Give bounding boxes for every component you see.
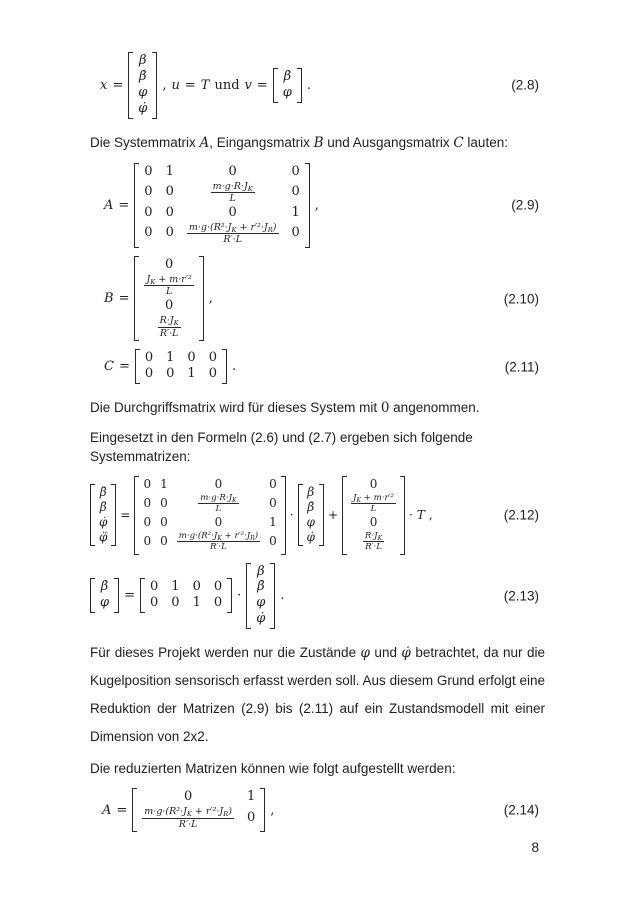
text-segment: und xyxy=(369,645,402,661)
system-matrix-line xyxy=(90,133,545,153)
fraction xyxy=(144,274,193,298)
fraction-denominator: R′·L xyxy=(209,542,227,553)
matrix-cell: 0 xyxy=(165,225,174,241)
output-vector xyxy=(90,578,119,613)
fraction-denominator: R′·L xyxy=(365,542,382,553)
matrix-cell: 0 xyxy=(228,204,237,220)
equation-number: (2.11) xyxy=(504,359,539,375)
matrix-cell: 0 xyxy=(208,366,217,382)
matrix-cell: 0 xyxy=(214,514,223,529)
vector-cell: φ xyxy=(100,595,110,611)
vector-cell: β̇ xyxy=(283,68,292,84)
fraction xyxy=(177,531,260,553)
matrix-cell: 0 xyxy=(144,163,153,179)
bracket-right xyxy=(260,788,265,832)
math-var-T: T xyxy=(200,77,210,93)
bracket-right xyxy=(199,256,204,341)
fraction xyxy=(351,493,396,515)
fraction-denominator: L xyxy=(370,504,377,515)
fraction-denominator: L xyxy=(229,193,236,205)
vector-cell: β̇ xyxy=(257,579,265,595)
matrix-cell: 0 xyxy=(269,477,277,491)
fraction-numerator: $m\cdot g\cdot(R^2\cdot J_K + r'^2\cdot J_R)$ xyxy=(144,806,232,819)
word-und: und xyxy=(214,77,240,93)
vector-cell: β̇ xyxy=(139,68,147,84)
fraction-numerator: $J_K + m\cdot r'^2$ xyxy=(353,492,395,504)
vector-cell: φ̇ xyxy=(256,611,266,627)
fraction-numerator: $m\cdot g\cdot(R^2\cdot J_K + r'^2\cdot J_R)$ xyxy=(188,221,277,234)
math-var-A: A xyxy=(102,802,112,818)
fraction-denominator: L xyxy=(165,286,173,298)
fraction-denominator: R′·L xyxy=(223,234,242,246)
matrix-cell: 0 xyxy=(144,184,153,200)
matrix-cell: 0 xyxy=(144,366,154,382)
state-vector xyxy=(298,484,324,546)
matrix-cell: 0 xyxy=(214,477,223,491)
comma: , xyxy=(270,802,275,818)
equals-sign: = xyxy=(256,77,268,93)
matrix-cell: 0 xyxy=(165,184,174,200)
math-var-B: B xyxy=(313,134,324,151)
fraction-denominator: R′·L xyxy=(178,818,198,830)
vector-cell: φ̇ xyxy=(138,100,148,116)
matrix-cell: 1 xyxy=(246,789,256,805)
matrix-C xyxy=(135,349,227,384)
vector-B xyxy=(342,476,405,555)
equals-sign: = xyxy=(120,508,131,523)
math-var-C: C xyxy=(104,359,114,375)
matrix-cell: 0 xyxy=(228,163,237,179)
matrix-cell: 0 xyxy=(291,184,300,200)
fraction-numerator: $m\cdot g\cdot(R^2\cdot J_K + r'^2\cdot J_R)$ xyxy=(178,530,259,542)
vector-cell: β̇ xyxy=(100,579,109,595)
text-segment: und Ausgangsmatrix xyxy=(323,134,454,150)
text-segment: , Eingangsmatrix xyxy=(209,134,314,150)
equation-number: (2.13) xyxy=(503,588,539,604)
equation-2-8 xyxy=(100,52,545,119)
comma: , xyxy=(314,197,319,213)
bracket-right xyxy=(319,484,324,546)
math-var-v: v xyxy=(244,77,252,93)
period: . xyxy=(280,588,285,604)
eingesetzt-line: Eingesetzt in den Formeln (2.6) und (2.7) ergeben sich folgende Systemmatrizen: xyxy=(90,430,473,464)
state-vector xyxy=(246,563,275,630)
text-segment: Für dieses Projekt werden nur die Zustände xyxy=(90,645,361,661)
bracket-right xyxy=(222,349,227,384)
bracket-right xyxy=(114,578,119,613)
matrix-cell: 0 xyxy=(269,533,277,548)
text-segment: angenommen. xyxy=(389,400,480,415)
multiplication-dot: · xyxy=(237,588,242,604)
matrix-cell: 0 xyxy=(143,533,152,548)
math-var-T: T xyxy=(416,508,425,523)
equation-number: (2.10) xyxy=(503,291,539,307)
equals-sign: = xyxy=(118,197,130,213)
fraction xyxy=(158,315,181,339)
vector-cell: φ xyxy=(256,595,266,611)
comma: , xyxy=(162,77,167,93)
vector-cell: β̇ xyxy=(307,499,315,514)
vector-cell: β xyxy=(307,485,315,500)
vector-cell: 0 xyxy=(164,298,174,314)
matrix-cell: 0 xyxy=(171,595,180,611)
math-var-u: u xyxy=(171,77,180,93)
period: . xyxy=(306,77,312,93)
fraction xyxy=(211,181,255,205)
matrix-cell: 0 xyxy=(187,350,196,366)
matrix-cell: 0 xyxy=(246,809,256,825)
vector-cell: φ̈ xyxy=(99,529,108,544)
bracket-right xyxy=(297,68,302,103)
vector-cell: 0 xyxy=(164,256,174,272)
matrix-cell: 0 xyxy=(291,163,300,179)
equation-2-12 xyxy=(90,476,545,555)
period: . xyxy=(231,359,237,375)
bracket-right xyxy=(111,484,116,546)
vector-cell: φ xyxy=(306,514,315,529)
text-segment: betrachtet, da nur die Kugelposition sensorisch erfasst werden soll. Aus diesem Grund erfolgt eine Reduktion der Matrizen (2.9) bis (2.11) auf ein Zustandsmodell mit einer Dimension von 2x2. xyxy=(90,645,546,745)
vector-cell: β xyxy=(139,53,147,68)
matrix-cell: 0 xyxy=(165,204,174,220)
bracket-right xyxy=(400,476,405,555)
equals-sign: = xyxy=(184,77,196,93)
plus-sign: + xyxy=(327,508,338,523)
equals-sign: = xyxy=(116,802,128,818)
matrix-cell: 1 xyxy=(166,350,175,366)
vector-cell: β̈ xyxy=(99,499,107,514)
math-var-A: A xyxy=(104,197,114,213)
matrix-cell: 0 xyxy=(150,579,159,595)
vector-cell: φ̇ xyxy=(99,514,108,529)
comma: , xyxy=(428,508,433,523)
matrix-cell: 0 xyxy=(143,495,152,510)
matrix-cell: 0 xyxy=(144,204,153,220)
equation-2-13 xyxy=(90,563,545,630)
bracket-right xyxy=(270,563,275,630)
equation-2-14 xyxy=(102,788,545,832)
matrix-C xyxy=(140,578,232,613)
equation-number: (2.12) xyxy=(503,507,539,523)
matrix-cell: 0 xyxy=(160,514,168,529)
fraction xyxy=(142,806,234,830)
matrix-cell: 0 xyxy=(213,579,223,595)
matrix-cell: 1 xyxy=(160,477,168,491)
matrix-A-reduced xyxy=(132,788,265,832)
fraction-denominator: R′·L xyxy=(159,327,179,339)
matrix-cell: 1 xyxy=(187,366,196,382)
matrix-cell: 0 xyxy=(269,495,277,510)
matrix-cell: 0 xyxy=(160,495,168,510)
output-vector xyxy=(273,68,302,103)
bracket-right xyxy=(281,476,286,555)
vector-cell: φ̇ xyxy=(306,529,315,544)
fraction xyxy=(187,222,279,246)
matrix-cell: 0 xyxy=(160,533,168,548)
matrix-A xyxy=(134,476,285,555)
matrix-cell: 0 xyxy=(144,350,154,366)
text-segment: Die Durchgriffsmatrix wird für dieses System mit xyxy=(90,400,381,415)
equation-2-10 xyxy=(104,256,545,341)
fraction-numerator: $m\cdot g\cdot R\cdot J_K$ xyxy=(212,180,253,193)
matrix-cell: 1 xyxy=(291,204,300,220)
fraction-numerator: $R\cdot J_K$ xyxy=(159,314,179,327)
equals-sign: = xyxy=(112,77,124,93)
math-var-phi-dot: φ̇ xyxy=(401,645,411,662)
vector-B xyxy=(134,256,203,341)
matrix-A xyxy=(134,163,310,248)
state-derivative-vector xyxy=(90,484,116,546)
matrix-cell: 0 xyxy=(291,225,300,241)
vector-cell: β xyxy=(257,563,265,579)
fraction-numerator: $J_K + m\cdot r'^2$ xyxy=(146,273,192,286)
matrix-cell: 0 xyxy=(143,514,152,529)
bracket-right xyxy=(152,52,157,119)
equals-sign: = xyxy=(124,588,136,604)
vector-cell: φ xyxy=(138,84,148,100)
math-var-A: A xyxy=(199,134,210,151)
state-vector xyxy=(128,52,157,119)
math-var-phi: φ xyxy=(360,645,370,662)
content-column xyxy=(90,0,545,832)
matrix-cell: 1 xyxy=(171,579,180,595)
math-zero: 0 xyxy=(380,400,390,416)
math-var-C: C xyxy=(453,134,464,151)
equation-2-11 xyxy=(104,349,545,384)
fraction xyxy=(198,493,238,515)
equation-number: (2.8) xyxy=(511,77,539,93)
matrix-cell: 0 xyxy=(213,595,223,611)
matrix-cell: 0 xyxy=(144,225,153,241)
bracket-right xyxy=(227,578,232,613)
text-segment: lauten: xyxy=(463,134,508,150)
fraction xyxy=(363,531,384,553)
matrix-cell: 1 xyxy=(192,595,201,611)
matrix-cell: 1 xyxy=(269,514,277,529)
comma: , xyxy=(208,291,213,307)
reduziert-line: Die reduzierten Matrizen können wie folgt aufgestellt werden: xyxy=(90,761,456,777)
matrix-cell: 1 xyxy=(165,163,174,179)
matrix-cell: 0 xyxy=(192,579,201,595)
projekt-paragraph xyxy=(90,639,545,751)
vector-cell: φ xyxy=(282,84,292,100)
vector-cell: 0 xyxy=(369,477,378,491)
math-var-B: B xyxy=(104,291,114,307)
matrix-cell: 0 xyxy=(183,789,193,805)
multiplication-dot: · xyxy=(409,508,413,523)
math-var-x: x xyxy=(100,77,108,93)
vector-cell: 0 xyxy=(369,514,378,529)
page-number: 8 xyxy=(531,840,539,855)
vector-cell: β̇ xyxy=(99,485,107,500)
equation-number: (2.9) xyxy=(511,197,539,213)
durchgriff-line xyxy=(90,398,545,418)
equals-sign: = xyxy=(118,291,130,307)
matrix-cell: 0 xyxy=(143,477,152,491)
multiplication-dot: · xyxy=(289,508,294,523)
fraction-numerator: $R\cdot J_K$ xyxy=(364,530,383,542)
text-segment: Die Systemmatrix xyxy=(90,134,200,150)
equation-2-9 xyxy=(104,163,545,248)
equation-number: (2.14) xyxy=(503,802,539,818)
matrix-cell: 0 xyxy=(166,366,175,382)
fraction-denominator: L xyxy=(215,504,222,515)
matrix-cell: 0 xyxy=(150,595,159,611)
bracket-right xyxy=(305,163,310,248)
fraction-numerator: $m\cdot g\cdot R\cdot J_K$ xyxy=(200,492,237,504)
matrix-cell: 0 xyxy=(208,350,217,366)
equals-sign: = xyxy=(118,359,130,375)
